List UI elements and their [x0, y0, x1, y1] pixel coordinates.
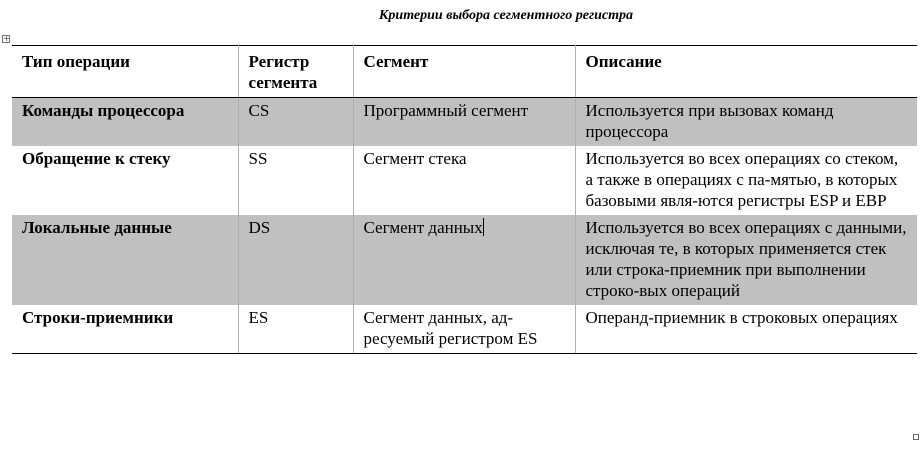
- cell-operation[interactable]: Команды процессора: [12, 98, 238, 147]
- table-row: [12, 146, 917, 215]
- table-row: [12, 98, 917, 147]
- cell-register[interactable]: ES: [238, 305, 353, 354]
- cell-segment-text: Сегмент данных: [363, 218, 483, 237]
- cell-segment[interactable]: Сегмент стека: [353, 146, 575, 215]
- cell-operation[interactable]: Строки-приемники: [12, 305, 238, 354]
- header-operation-type: Тип операции: [12, 46, 238, 98]
- cell-segment[interactable]: Программный сегмент: [353, 98, 575, 147]
- cell-description[interactable]: Операнд-приемник в строковых операциях: [575, 305, 917, 354]
- cell-description[interactable]: Используется при вызовах команд процессора: [575, 98, 917, 147]
- table-row: [12, 305, 917, 354]
- cell-register[interactable]: SS: [238, 146, 353, 215]
- table-caption: Критерии выбора сегментного регистра: [378, 8, 634, 23]
- segment-register-table: [12, 45, 917, 354]
- cell-description[interactable]: Используется во всех операциях с данными, исключая те, в которых применяется стек или строка-приемник при выполнении строко-вых операций: [575, 215, 917, 305]
- header-description: Описание: [575, 46, 917, 98]
- cell-operation[interactable]: Обращение к стеку: [22, 149, 171, 168]
- table-resize-handle-icon[interactable]: [913, 434, 919, 440]
- table-row: [12, 215, 917, 305]
- table-header-row: [12, 46, 917, 98]
- cell-description[interactable]: Используется во всех операциях со стеком, а также в операциях с па-мятью, в которых базовыми явля-ются регистры ESP и EBP: [575, 146, 917, 215]
- text-cursor: [483, 218, 484, 236]
- header-segment-register: Регистр сегмента: [238, 46, 353, 98]
- cell-register[interactable]: DS: [238, 215, 353, 305]
- cell-register[interactable]: CS: [238, 98, 353, 147]
- cell-operation[interactable]: Локальные данные: [12, 215, 238, 305]
- table-move-handle-icon[interactable]: +: [3, 34, 10, 43]
- cell-segment[interactable]: [353, 215, 575, 305]
- header-segment: Сегмент: [353, 46, 575, 98]
- cell-segment[interactable]: Сегмент данных, ад-ресуемый регистром ES: [353, 305, 575, 354]
